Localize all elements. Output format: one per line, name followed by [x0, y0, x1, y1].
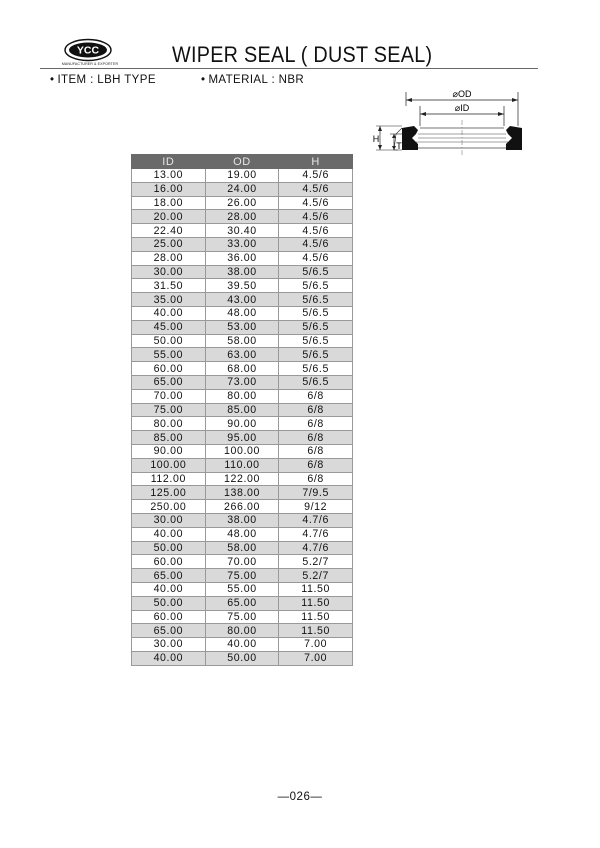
table-header-row [132, 155, 353, 169]
cell-od: 48.00 [205, 306, 279, 320]
cell-od: 38.00 [205, 513, 279, 527]
cell-id: 50.00 [132, 596, 206, 610]
cell-id: 125.00 [132, 486, 206, 500]
cell-id: 65.00 [132, 375, 206, 389]
cell-id: 31.50 [132, 279, 206, 293]
cell-id: 40.00 [132, 651, 206, 665]
table-row [132, 527, 353, 541]
table-row [132, 431, 353, 445]
cell-id: 85.00 [132, 431, 206, 445]
cell-h: 7.00 [279, 651, 353, 665]
cell-od: 75.00 [205, 610, 279, 624]
cell-od: 38.00 [205, 265, 279, 279]
od-label: ⌀OD [452, 89, 472, 99]
cell-od: 73.00 [205, 375, 279, 389]
cell-od: 63.00 [205, 348, 279, 362]
cell-od: 85.00 [205, 403, 279, 417]
column-header-id: ID [132, 155, 206, 169]
cell-od: 80.00 [205, 624, 279, 638]
item-type [50, 74, 156, 86]
cell-h: 4.5/6 [279, 224, 353, 238]
cell-h: 4.7/6 [279, 541, 353, 555]
table-row [132, 596, 353, 610]
cell-id: 18.00 [132, 196, 206, 210]
table-row [132, 472, 353, 486]
cell-h: 5/6.5 [279, 375, 353, 389]
cell-id: 35.00 [132, 293, 206, 307]
table-row [132, 265, 353, 279]
cell-h: 11.50 [279, 582, 353, 596]
table-row [132, 610, 353, 624]
id-label: ⌀ID [454, 103, 470, 113]
cell-id: 22.40 [132, 224, 206, 238]
cell-id: 250.00 [132, 500, 206, 514]
item-type-text: ITEM : LBH TYPE [57, 74, 156, 86]
cell-od: 138.00 [205, 486, 279, 500]
table-row [132, 237, 353, 251]
cell-h: 5.2/7 [279, 555, 353, 569]
table-row [132, 375, 353, 389]
table-row [132, 306, 353, 320]
cell-h: 4.5/6 [279, 251, 353, 265]
cell-h: 5/6.5 [279, 293, 353, 307]
cell-od: 28.00 [205, 210, 279, 224]
cell-h: 11.50 [279, 596, 353, 610]
seal-cross-section-diagram [362, 86, 532, 168]
cell-id: 30.00 [132, 638, 206, 652]
material [201, 74, 304, 86]
material-text: MATERIAL : NBR [208, 74, 305, 86]
cell-id: 112.00 [132, 472, 206, 486]
cell-od: 48.00 [205, 527, 279, 541]
cell-od: 90.00 [205, 417, 279, 431]
cell-h: 5/6.5 [279, 279, 353, 293]
cell-id: 55.00 [132, 348, 206, 362]
cell-h: 6/8 [279, 458, 353, 472]
cell-od: 36.00 [205, 251, 279, 265]
cell-od: 53.00 [205, 320, 279, 334]
cell-od: 24.00 [205, 182, 279, 196]
table-row [132, 389, 353, 403]
cell-od: 95.00 [205, 431, 279, 445]
cell-od: 26.00 [205, 196, 279, 210]
table-row [132, 513, 353, 527]
header-divider [40, 68, 538, 69]
table-row [132, 555, 353, 569]
cell-od: 58.00 [205, 541, 279, 555]
cell-id: 40.00 [132, 527, 206, 541]
table-row [132, 486, 353, 500]
ycc-logo-icon [63, 38, 113, 62]
table-row [132, 458, 353, 472]
cell-id: 60.00 [132, 362, 206, 376]
table-row [132, 251, 353, 265]
cell-h: 6/8 [279, 472, 353, 486]
cell-od: 43.00 [205, 293, 279, 307]
table-body [132, 169, 353, 666]
cell-id: 40.00 [132, 582, 206, 596]
cell-h: 11.50 [279, 610, 353, 624]
cell-id: 90.00 [132, 444, 206, 458]
cell-h: 6/8 [279, 389, 353, 403]
cell-id: 60.00 [132, 610, 206, 624]
cell-h: 4.5/6 [279, 169, 353, 183]
cell-od: 100.00 [205, 444, 279, 458]
cell-h: 5/6.5 [279, 306, 353, 320]
table-row [132, 582, 353, 596]
table-row [132, 320, 353, 334]
cell-h: 5/6.5 [279, 334, 353, 348]
cell-h: 7.00 [279, 638, 353, 652]
table-row [132, 210, 353, 224]
table-row [132, 569, 353, 583]
cell-od: 50.00 [205, 651, 279, 665]
table-row [132, 417, 353, 431]
cell-id: 70.00 [132, 389, 206, 403]
cell-h: 11.50 [279, 624, 353, 638]
cell-id: 60.00 [132, 555, 206, 569]
cell-id: 25.00 [132, 237, 206, 251]
cell-h: 6/8 [279, 403, 353, 417]
cell-h: 7/9.5 [279, 486, 353, 500]
cell-h: 6/8 [279, 444, 353, 458]
cell-id: 30.00 [132, 513, 206, 527]
cell-h: 4.7/6 [279, 513, 353, 527]
cell-id: 75.00 [132, 403, 206, 417]
cell-id: 45.00 [132, 320, 206, 334]
cell-od: 33.00 [205, 237, 279, 251]
cell-id: 13.00 [132, 169, 206, 183]
cell-od: 68.00 [205, 362, 279, 376]
cell-h: 6/8 [279, 431, 353, 445]
column-header-h: H [279, 155, 353, 169]
table-row [132, 279, 353, 293]
h-label: H [372, 134, 380, 144]
cell-id: 80.00 [132, 417, 206, 431]
cell-id: 28.00 [132, 251, 206, 265]
bullet-icon: • [50, 74, 55, 86]
cell-od: 266.00 [205, 500, 279, 514]
cell-od: 70.00 [205, 555, 279, 569]
cell-od: 19.00 [205, 169, 279, 183]
table-row [132, 348, 353, 362]
cell-od: 110.00 [205, 458, 279, 472]
table-row [132, 196, 353, 210]
cell-h: 5/6.5 [279, 348, 353, 362]
cell-id: 100.00 [132, 458, 206, 472]
cell-id: 50.00 [132, 334, 206, 348]
table-row [132, 182, 353, 196]
table-row [132, 624, 353, 638]
table-row [132, 500, 353, 514]
logo-text: YCC [76, 44, 100, 57]
company-logo [50, 38, 125, 68]
cell-id: 30.00 [132, 265, 206, 279]
cell-od: 40.00 [205, 638, 279, 652]
cell-id: 16.00 [132, 182, 206, 196]
table-row [132, 334, 353, 348]
bullet-icon: • [201, 74, 206, 86]
cell-od: 75.00 [205, 569, 279, 583]
table-row [132, 169, 353, 183]
cell-h: 4.7/6 [279, 527, 353, 541]
cell-h: 9/12 [279, 500, 353, 514]
table-row [132, 224, 353, 238]
table-row [132, 293, 353, 307]
table-row [132, 444, 353, 458]
page-title: WIPER SEAL ( DUST SEAL) [172, 42, 433, 67]
table-row [132, 403, 353, 417]
cell-h: 5/6.5 [279, 320, 353, 334]
table-row [132, 541, 353, 555]
cell-id: 40.00 [132, 306, 206, 320]
cell-id: 65.00 [132, 569, 206, 583]
cell-od: 65.00 [205, 596, 279, 610]
cell-h: 5/6.5 [279, 265, 353, 279]
cell-h: 4.5/6 [279, 210, 353, 224]
cell-id: 65.00 [132, 624, 206, 638]
table-row [132, 638, 353, 652]
table-row [132, 362, 353, 376]
cell-id: 50.00 [132, 541, 206, 555]
cell-od: 30.40 [205, 224, 279, 238]
cell-od: 55.00 [205, 582, 279, 596]
cell-h: 5.2/7 [279, 569, 353, 583]
cell-od: 80.00 [205, 389, 279, 403]
table-row [132, 651, 353, 665]
cell-h: 6/8 [279, 417, 353, 431]
cell-id: 20.00 [132, 210, 206, 224]
cell-h: 4.5/6 [279, 182, 353, 196]
cell-od: 122.00 [205, 472, 279, 486]
page-number: —026— [277, 791, 323, 803]
cell-h: 4.5/6 [279, 237, 353, 251]
cell-h: 5/6.5 [279, 362, 353, 376]
logo-subtitle: MANUFACTURER & EXPORTER [61, 62, 119, 66]
cell-od: 58.00 [205, 334, 279, 348]
t-label: T [396, 141, 402, 151]
cell-od: 39.50 [205, 279, 279, 293]
dimensions-table [131, 154, 353, 666]
cell-h: 4.5/6 [279, 196, 353, 210]
column-header-od: OD [205, 155, 279, 169]
